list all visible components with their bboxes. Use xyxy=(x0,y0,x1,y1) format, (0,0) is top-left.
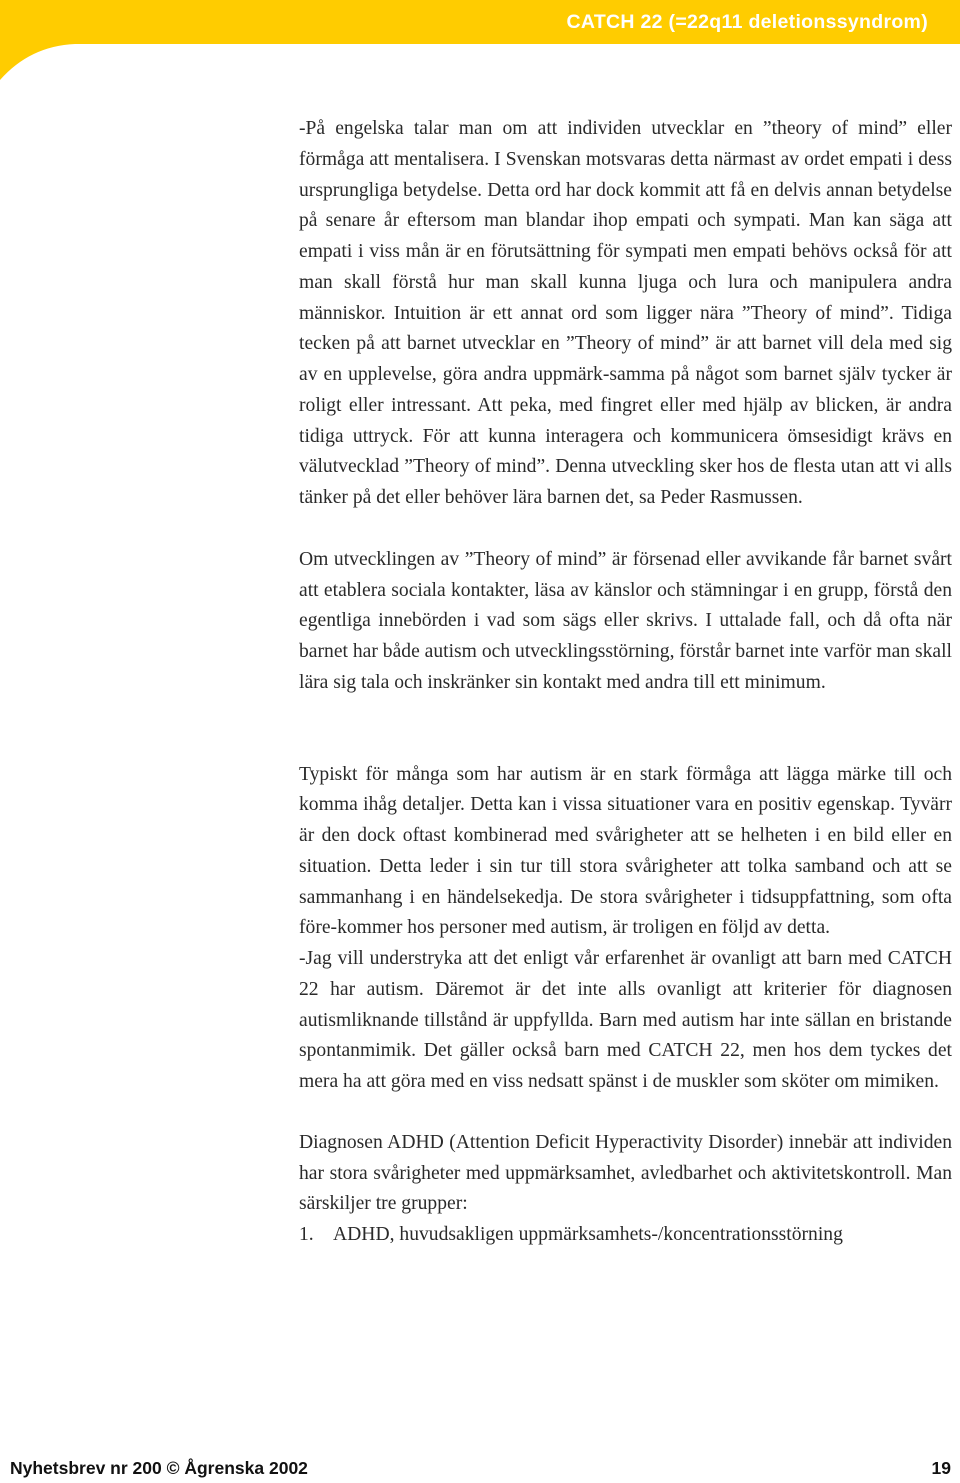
list-item-number: 1. xyxy=(299,1224,314,1245)
paragraph-delayed-development: Om utvecklingen av ”Theory of mind” är försenad eller avvikande får barnet svårt att etablera sociala kontakter, läsa av känslor och stämningar i en grupp, förstå den egentliga innebörden i vad som sägs eller skrivs. I uttalade fall, och då ofta när barnet har både autism och utvecklingsstörning, förstår barnet inte varför man skall lära sig tala och inskränker sin kontakt med andra till ett minimum. xyxy=(299,548,952,693)
paragraph-adhd: Diagnosen ADHD (Attention Deficit Hyperactivity Disorder) innebär att individen har stora svårigheter med uppmärksamhet, avledbarhet och aktivitetskontroll. Man särskiljer tre grupper: xyxy=(299,1131,952,1215)
header-band xyxy=(0,0,960,80)
page-number: 19 xyxy=(931,1458,951,1478)
list-item-text: ADHD, huvudsakligen uppmärksamhets-/koncentrationsstörning xyxy=(333,1224,843,1245)
paragraph-catch22-autism: -Jag vill understryka att det enligt vår erfarenhet är ovanligt att barn med CATCH 22 har autism. Däremot är det inte alls ovanligt att kriterier för diagnosen autismliknande tillstånd är uppfyllda. Barn med autism har inte sällan en bristande spontanmimik. Det gäller också barn med CATCH 22, men hos dem tyckes det mera ha att göra med en viss nedsatt spänst i de muskler som sköter om mimiken. xyxy=(299,948,952,1092)
paragraph-autism-details: Typiskt för många som har autism är en stark förmåga att lägga märke till och komma ihåg detaljer. Detta kan i vissa situationer vara en positiv egenskap. Tyvärr är den dock oftast kombinerad med svårigheter att se helheten i en bild eller en situation. Detta leder i sin tur till stora svårigheter att tolka samband och att se sammanhang i en händelsekedja. De stora svårigheter i tidsuppfattning, som ofta före-kommer hos personer med autism, är troligen en följd av detta. xyxy=(299,763,952,939)
footer-publication: Nyhetsbrev nr 200 © Ågrenska 2002 xyxy=(10,1458,308,1478)
list-item xyxy=(299,1220,952,1251)
page-footer xyxy=(0,1456,960,1483)
header-title: CATCH 22 (=22q11 deletionssyndrom) xyxy=(566,11,928,33)
article-body xyxy=(299,114,952,1251)
paragraph-theory-of-mind: -På engelska talar man om att individen utvecklar en ”theory of mind” eller förmåga att mentalisera. I Svenskan motsvaras detta närmast av ordet empati i dess ursprungliga betydelse. Detta ord har dock kommit att få en delvis annan betydelse på senare år eftersom man blandar ihop empati och sympati. Man kan säga att empati i viss mån är en förutsättning för sympati men empati behövs också för att man skall förstå hur man skall kunna ljuga och lura och manipulera andra människor. Intuition är ett annat ord som ligger nära ”Theory of mind”. Tidiga tecken på att barnet utvecklar en ”Theory of mind” är att barnet vill dela med sig av en upplevelse, göra andra uppmärk-samma på något som barnet själv tycker är roligt eller intressant. Att peka, med fingret eller med hjälp av blicken, är andra tidiga uttryck. För att kunna interagera och kommunicera ömsesidigt krävs en välutvecklad ”Theory of mind”. Denna utveckling sker hos de flesta utan att vi alls tänker på det eller behöver lära barnen det, sa Peder Rasmussen. xyxy=(299,118,952,508)
